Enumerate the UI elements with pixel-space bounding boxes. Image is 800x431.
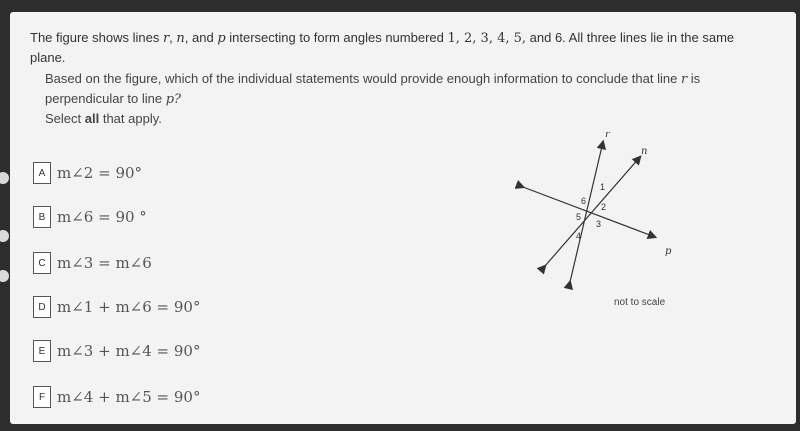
line-p [523,187,655,237]
prompt-text: The figure shows lines [30,30,163,45]
choice-expression: m∠1 + m∠6 = 90° [57,298,201,316]
line-n-label: n [176,31,185,46]
prompt-text: , and [184,30,218,45]
choice-letter-box[interactable]: D [33,296,51,318]
question-panel [10,12,796,424]
angle-label-1: 1 [600,182,606,192]
prompt-text: and 6. All three lines lie in the same plane. [30,30,735,65]
choice-expression: m∠3 = m∠6 [57,254,152,272]
angle-label-5: 5 [576,212,582,222]
choice-f[interactable] [33,384,200,410]
choice-d[interactable] [33,294,200,320]
left-edge-strip [0,120,10,300]
choice-letter-box[interactable]: E [33,340,51,362]
prompt-text: , [169,30,177,45]
line-p-label: p [217,31,226,46]
not-to-scale-note: not to scale [614,297,666,308]
line-intersection-figure [515,132,695,292]
angle-label-6: 6 [581,196,587,206]
choice-a[interactable] [33,160,142,186]
choice-letter-box[interactable]: F [33,386,51,408]
edge-circle-icon [0,230,9,242]
edge-circle-icon [0,172,9,184]
line-n [545,157,640,266]
instruction-text: is perpendicular to line [45,71,701,106]
angle-label-3: 3 [596,219,602,229]
figure-label-n: n [641,146,648,157]
line-r [570,142,606,282]
angle-label-4: 4 [576,231,582,241]
prompt-text: intersecting to form angles numbered [225,30,448,45]
choice-letter-box[interactable]: A [33,162,51,184]
choice-expression: m∠3 + m∠4 = 90° [57,342,201,360]
choice-e[interactable] [33,338,200,364]
select-text: Select [45,111,85,126]
line-r-label: r [162,31,170,46]
choice-expression: m∠4 + m∠5 = 90° [57,388,201,406]
question-instruction [45,69,745,128]
choice-b[interactable] [33,204,147,230]
line-p-label: p? [165,92,181,107]
choice-c[interactable] [33,250,152,276]
line-r-label: r [680,72,688,87]
choice-letter-box[interactable]: C [33,252,51,274]
choice-expression: m∠2 = 90° [57,164,143,182]
figure-label-r: r [605,132,610,140]
instruction-text: Based on the figure, which of the individual statements would provide enough information to conclude that line [45,71,681,86]
select-all-emphasis: all [84,111,100,126]
edge-circle-icon [0,270,9,282]
angle-numbers: 1, 2, 3, 4, 5, [447,31,527,46]
figure-label-p: p [665,246,672,257]
question-prompt [30,28,750,67]
angle-label-2: 2 [601,202,607,212]
select-text: that apply. [99,111,162,126]
choice-letter-box[interactable]: B [33,206,51,228]
choice-expression: m∠6 = 90 ° [57,208,147,226]
